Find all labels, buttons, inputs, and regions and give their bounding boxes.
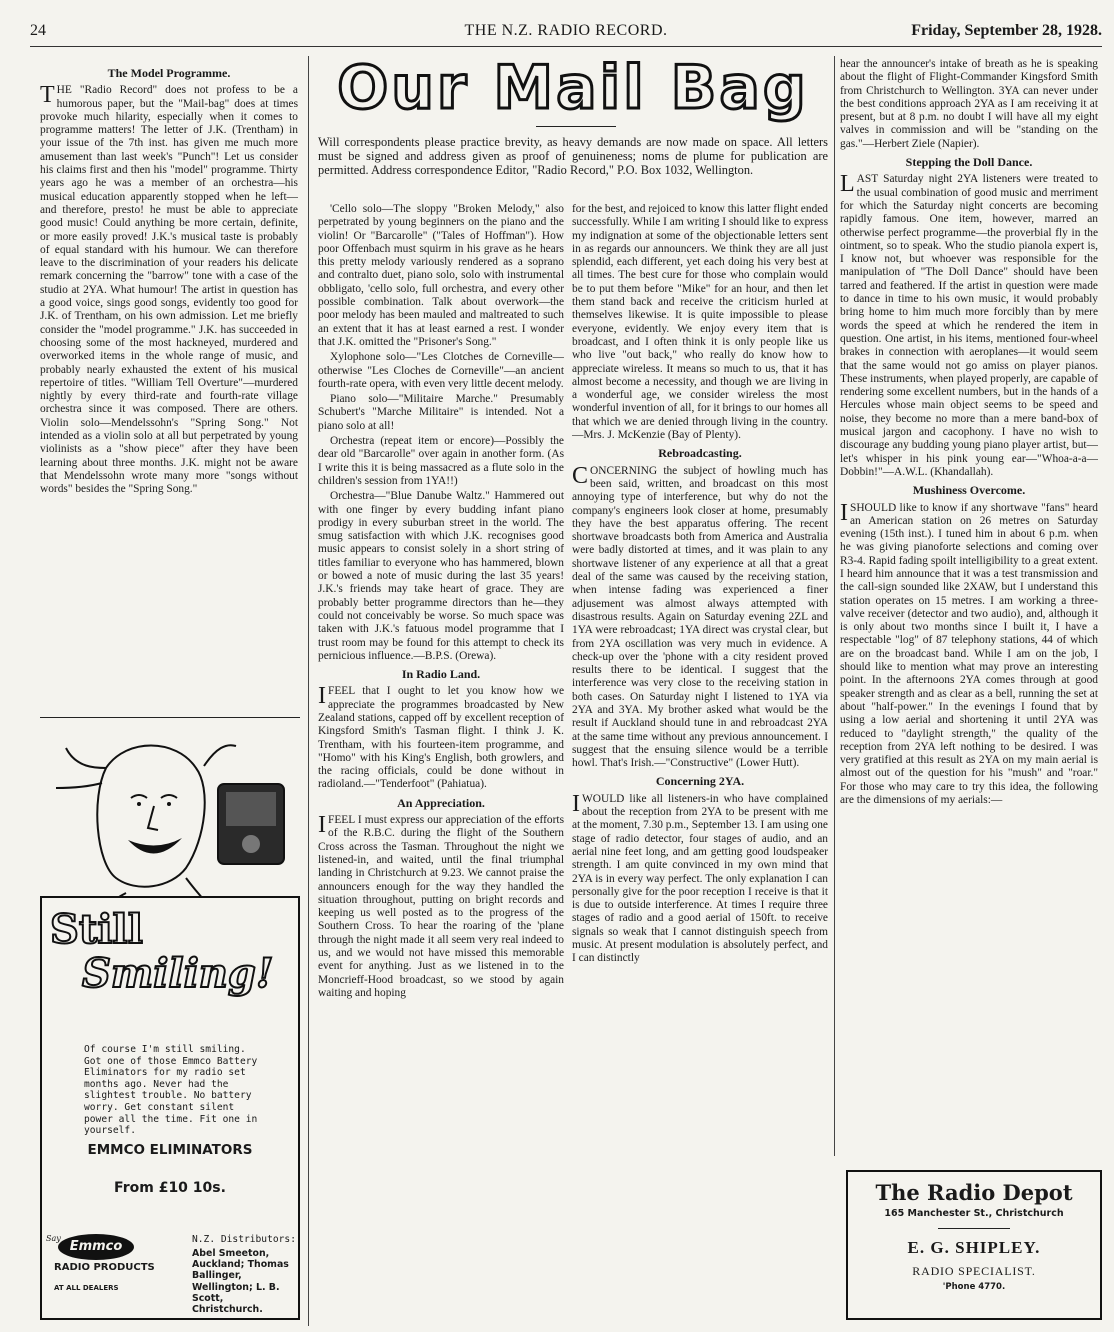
smiling-man-illustration <box>36 728 300 923</box>
paragraph: Orchestra (repeat item or encore)—Possibly the dear old "Barcarolle" over again in another form. (As I write this it is being massacred as a flute solo in the children's session from 1YA!!) <box>318 435 564 487</box>
ad-product-name: EMMCO ELIMINATORS <box>87 1142 253 1158</box>
column-three <box>572 203 828 1325</box>
heading-mushiness: Mushiness Overcome. <box>912 483 1026 498</box>
column-model-programme <box>40 62 298 702</box>
logo-dealers: AT ALL DEALERS <box>54 1284 119 1292</box>
ad-headline-still: Still <box>50 906 143 953</box>
column-two <box>318 203 564 1325</box>
distributors-label: N.Z. Distributors: <box>192 1234 296 1245</box>
header-rule <box>30 46 1102 47</box>
paragraph: 'Cello solo—The sloppy "Broken Melody," also perpetrated by young beginners on the piano and the violin! Or "Barcarolle" ("Tales of Hoffman"). How poor Offenbach must squirm in his grave as he hears this pretty melody variously rendered as a soprano and contralto duet, piano solo, solo with instrumental obbligato, 'cello solo, full orchestra, and every other possible combination. Talk about overwork—the poor melody has been mauled and maltreated to such an extent that it has at least earned a rest. I wonder that J.K. omitted the "Prisoner's Song." <box>318 203 564 348</box>
heading-concerning-2ya: Concerning 2YA. <box>655 774 745 789</box>
mailbag-intro: Will correspondents please practice brevity, as heavy demands are now made on space. All letters must be signed and address given as proof of genuineness; noms de plume for publication are permitted. Address correspondence Editor, "Radio Record," P.O. Box 1032, Wellington. <box>318 135 828 177</box>
ad-panel <box>40 896 300 1320</box>
logo-say: Say <box>46 1234 61 1243</box>
heading-an-appreciation: An Appreciation. <box>397 795 485 810</box>
masthead: THE N.Z. RADIO RECORD. <box>464 22 668 39</box>
heading-doll-dance: Stepping the Doll Dance. <box>905 155 1033 170</box>
paragraph: Piano solo—"Militaire Marche." Presumably Schubert's "Marche Militaire" is intended. Not a piano solo at all! <box>318 393 564 432</box>
depot-rule <box>938 1228 1010 1229</box>
logo-subtitle: RADIO PRODUCTS <box>54 1262 155 1273</box>
column-divider-rule <box>40 717 300 718</box>
depot-title: RADIO SPECIALIST. <box>912 1264 1036 1278</box>
logo-wordmark: Emmco <box>58 1234 134 1260</box>
ad-copy: Of course I'm still smiling. Got one of those Emmco Battery Eliminators for my radio set months ago. Never had the slightest trouble. No battery worry. Get constant silent power all the time. Fit one in yourself. <box>84 1044 258 1137</box>
column-rule-1 <box>308 56 309 1326</box>
ad-price: From £10 10s. <box>114 1180 226 1196</box>
letter-concerning-2ya: IWOULD like all listeners-in who have complained about the reception from 2YA to be present with me at the moment, 7.30 p.m., September 13. I am using one stage of radio detector, four stages of audio, and an aerial nine feet long, and am getting good loudspeaker strength. I am quite convinced in my own mind that 2YA is in every way perfect. The only explanation I can personally give for the poor reception I receive is that it is due to outside interference. At times I require three stages of radio and a good aerial of 150ft. to receive signals so weak that I cannot distinguish speech from music. At present modulation is absolutely perfect, and I can distinctly <box>572 790 828 965</box>
column-rule-3 <box>834 56 835 1156</box>
heading-model-programme: The Model Programme. <box>107 66 231 80</box>
issue-date: Friday, September 28, 1928. <box>911 22 1102 39</box>
heading-in-radio-land: In Radio Land. <box>401 667 481 682</box>
paragraph: Xylophone solo—"Les Clotches de Corneville—otherwise "Les Cloches de Corneville"—an ancient fourth-rate opera, with even very little decent melody. <box>318 351 564 390</box>
depot-name: The Radio Depot <box>875 1180 1073 1205</box>
dropcap: T <box>40 82 55 109</box>
title-rule <box>536 126 616 127</box>
emmco-advertisement <box>36 728 300 1321</box>
emmco-logo <box>46 1228 176 1300</box>
depot-owner: E. G. SHIPLEY. <box>907 1238 1041 1257</box>
ad-headline-smiling: Smiling! <box>82 950 274 997</box>
heading-rebroadcasting: Rebroadcasting. <box>658 446 742 461</box>
letter-in-radio-land: IFEEL that I ought to let you know how we appreciate the programmes broadcasted by New Zealand stations, capped off by excellent reception of Kingsford Smith's Tasman flight. I think J. K. Trentham, with his fourteen-item programme, and "Homo" with his King's English, both growlers, and the racing officials, could be done without in radioland.—"Tenderfoot" (Pahiatua). <box>318 683 564 791</box>
depot-address: 165 Manchester St., Christchurch <box>884 1208 1064 1219</box>
mailbag-title: Our Mail Bag <box>337 53 809 123</box>
distributors-list: Abel Smeeton, Auckland; Thomas Ballinger, Wellington; L. B. Scott, Christchurch. <box>192 1248 289 1316</box>
column-four <box>840 58 1098 1162</box>
paragraph: Orchestra—"Blue Danube Waltz." Hammered out with one finger by every budding infant piano prodigy in every suburban street in the world. The smug satisfaction with which J.K. recognises good music appears to consist solely in a short string of titles familiar to everyone who has hammered, blown or bowed a note of music during the last 35 years! J.K.'s friends may take heart of grace. They are probably better programme directors than he—they could not conceivably be worse. So much space was taken with J.K.'s fatuous model programme that I trust room may be found for this attempt to check its pernicious influence.—B.P.S. (Orewa). <box>318 490 564 662</box>
page-number: 24 <box>30 22 46 39</box>
page-header <box>30 22 1102 44</box>
depot-phone: 'Phone 4770. <box>942 1282 1006 1292</box>
letter-doll-dance: LAST Saturday night 2YA listeners were treated to the usual combination of good music and merriment for which the Saturday night concerts are becoming rapidly famous. One item, however, marred an otherwise perfect programme—the proverbial fly in the ointment, so to speak. Who the studio pianola expert is, I know not, but whoever was responsible for the manipulation of "The Doll Dance" should have been tarred and feathered. If the artist in question were made to dance in time to his own music, it would probably bring home to him much more forcibly than by mere words the speed at which he rendered the item in question. One artist, in his items, mentioned four-wheel brakes in connection with aeroplanes—it would seem that the same would not go amiss on player pianos. These instruments, when played properly, are capable of rendering some excellent numbers, but in the hands of a Hercules whose main object seems to be speed and noise, they become no more than a mere band-box of musical jargon and cacophony. I have no wish to discourage any budding young piano player artist, but—let's whisper in his pink young ear—"Whoa-a-a—Dobbin!"—A.W.L. (Khandallah). <box>840 171 1098 478</box>
letter-mushiness: ISHOULD like to know if any shortwave "fans" heard an American station on 26 metres on Saturday evening (15th inst.). I tuned him in about 6 p.m. when he was giving pianoforte selections and coming over R3-4. Rapid fading spoilt intelligibility to a great extent. I heard him announce that it was a test transmission and the call-sign sounded like 2XAW, but I understand this station operates on 15 metres. I am working a three-valve receiver (detector and two audio), and, although it is only about two months since I built it, I have a respectable "log" of 87 telephony stations, 44 of which are on the broadcast band. While I am on the job, I should like to mention what may prove an interesting point. In the afternoons 2YA comes through at good speaker strength and as clear as a bell, running the set at about "half-power." In the evenings I found that by using a low aerial and shortening it until 2YA was reduced to "daylight strength," the quality of the reception from 2YA left nothing to be desired. I was very gratified at this result as 2YA on my main aerial is almost out of the question for his "mush" and "roar." For those who may care to try this idea, the following are the dimensions of my aerials:— <box>840 499 1098 807</box>
radio-depot-advertisement <box>846 1170 1102 1320</box>
paragraph: hear the announcer's intake of breath as he is speaking about the flight of Flight-Commander Kingsford Smith from Christchurch to Wellington. 3YA can never under the best conditions approach 2YA as I am receiving it at present, but at 8 p.m. no doubt I will have all my eight valves in commission and will be "standing on the gas."—Herbert Ziele (Napier). <box>840 58 1098 150</box>
letter-an-appreciation: IFEEL I must express our appreciation of the efforts of the R.B.C. during the flight of the Southern Cross across the Tasman. Throughout the night we listened-in, and waited, until the final triumphal landing in Christchurch at 9.23. We cannot praise the announcers enough for the way they handled the situation throughout, putting on bright records and keeping us well posted as to the progress of the Southern Cross. To hear the roaring of the 'plane through the night made it all seem very real indeed to us, and we would not have missed this memorable event for anything. Just as we listened in to the Moncrieff-Hood broadcast, so we stood by again waiting and hoping <box>318 812 564 999</box>
letter-model-programme: THE "Radio Record" does not profess to be a humorous paper, but the "Mail-bag" does at times provoke much hilarity, especially when it comes to programme matters! The letter of J.K. (Trentham) in your issue of the 7th inst. has given me much more amusement than last week's "Punch"! Let us consider his claims first and then his "model" programme. Thirty years ago he was a member of an orchestra—his musical education apparently stopped when he left—and therefore, presto! he must be able to appreciate good music! Could anything be more certain, definite, or more easily proved! J.K.'s musical taste is probably of equal standard with his humour. We can therefore leave to the discrimination of your readers his delicate remark concerning the "barrow" tone with a case of the studio at 2YA. What humour! The artist in question has a good voice, sings good songs, evidently too good for J.K. of Trentham, on his own admission. Let me briefly consider the "model programme." J.K. has succeeded in choosing some of the most hackneyed, murdered and overworked items in the whole range of music, and probably nearly exhausted the extent of his musical repertoire of titles. "William Tell Overture"—murdered nightly by every third-rate and fourth-rate village orchestra since it was composed. There are others. Violin solo—Mendelssohn's "Spring Song." Not intended as a violin solo at all but perpetrated by young violinists as a "show piece" after they have been learning about three months. J.K. might not be aware that Mendelssohn wrote many more "songs without words" besides the "Spring Song." <box>40 82 298 496</box>
letter-rebroadcasting: CONCERNING the subject of howling much has been said, written, and broadcast on this most annoying type of interference, but why do not the company's engineers look closer at home, presumably they have the best apparatus offering. The recent shortwave broadcasts both from America and Australia were badly distorted at times, and it was plain to any shortwave listener of any experience at all that a great deal of the same was caused by the receiving station, when intense fading was experienced a finer adjusement was almost always attempted with disastrous results. Again on Saturday evening 2ZL and 1YA were rebroadcast; 1YA direct was crystal clear, but from 2YA oscillation was very much in evidence. A check-up over the 'phone with a city resident proved results there to be identical. I suggest that the interference was very close to the receiving station in both cases. On Saturday night I listened to 1YA via 2YA and 3YA. My brother asked what would be the result if Auckland should tune in and rebroadcast 2YA at the same time without any previous announcement. I suggest that the ensuing silence would be a terrible howl. That's Irish.—"Constructive" (Lower Hutt). <box>572 462 828 770</box>
paragraph: for the best, and rejoiced to know this latter flight ended successfully. While I am writing I should like to express my indignation at some of the objectionable letters sent in as regards our announcers. We think they are all just splendid, each different, yet each doing his very best at all times. The best cure for those who complain would be to put them before "Mike" for an hour, and then let them stand back and receive the criticism hurled at themselves likewise. It is quite impossible to please everyone, evidently. We enjoy every item that is broadcast, and I often think it is only people like us who live "out back," who really do know how to appreciate wireless. It means so much to us, that it has almost become a necessity, and though we are living in a wonderful age, we consider wireless the most wonderful invention of all, for it brings to our homes all that which we are denied through living in the country.—Mrs. J. McKenzie (Bay of Plenty). <box>572 203 828 442</box>
